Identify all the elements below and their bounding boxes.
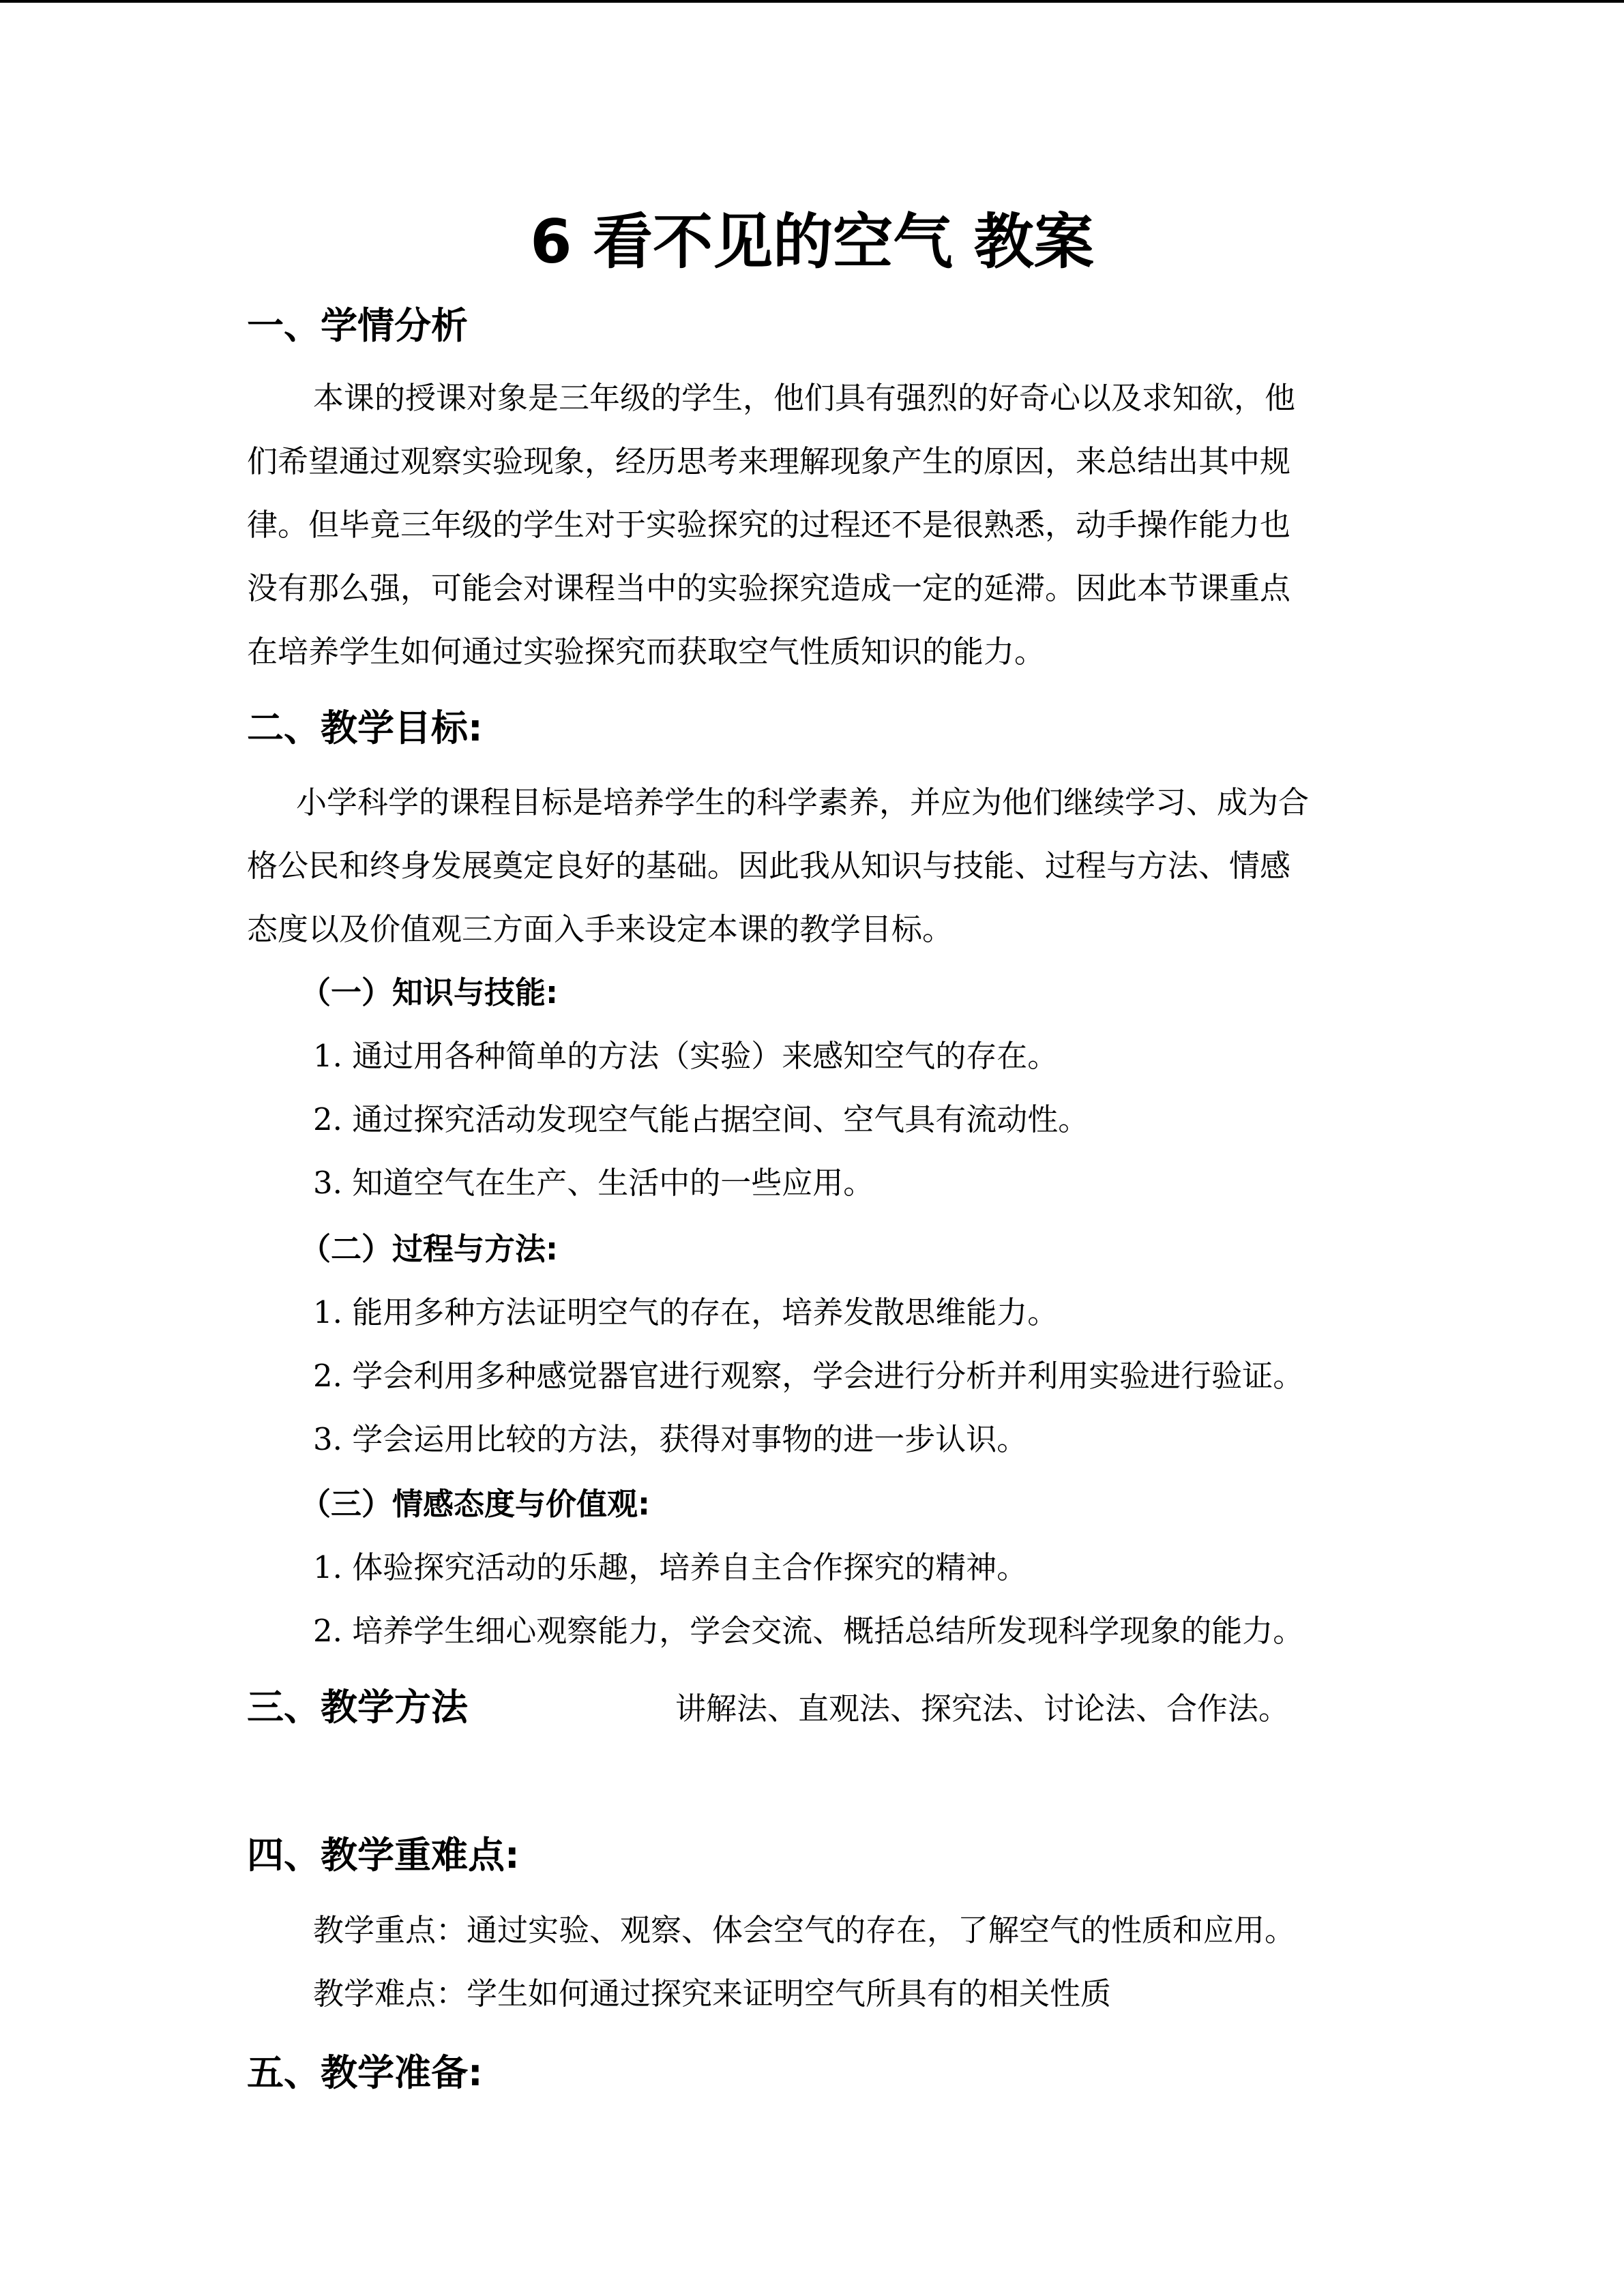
section-1-line: 本课的授课对象是三年级的学生，他们具有强烈的好奇心以及求知欲，他 — [313, 380, 1296, 416]
difficult-point-text: 教学难点：学生如何通过探究来证明空气所具有的相关性质 — [313, 1976, 1112, 2012]
section-3-heading: 三、教学方法 — [247, 1686, 468, 1729]
subsection-attitude-heading: （三）情感态度与价值观: — [300, 1486, 650, 1522]
section-2-heading: 二、教学目标: — [247, 706, 483, 749]
subsection-process-heading: （二）过程与方法: — [300, 1231, 558, 1267]
document-title: 6 看不见的空气 教案 — [530, 207, 1094, 277]
list-item: 3. 学会运用比较的方法，获得对事物的进一步认识。 — [313, 1421, 1028, 1457]
section-2-line: 小学科学的课程目标是培养学生的科学素养，并应为他们继续学习、成为合 — [296, 784, 1310, 820]
section-4-heading: 四、教学重难点: — [247, 1834, 520, 1877]
list-item: 1. 通过用各种简单的方法（实验）来感知空气的存在。 — [313, 1038, 1059, 1074]
list-item: 2. 培养学生细心观察能力，学会交流、概括总结所发现科学现象的能力。 — [313, 1613, 1304, 1649]
list-item: 2. 通过探究活动发现空气能占据空间、空气具有流动性。 — [313, 1101, 1089, 1137]
key-point-text: 教学重点：通过实验、观察、体会空气的存在，了解空气的性质和应用。 — [313, 1912, 1296, 1948]
section-2-line: 态度以及价值观三方面入手来设定本课的教学目标。 — [247, 911, 954, 947]
list-item: 2. 学会利用多种感觉器官进行观察，学会进行分析并利用实验进行验证。 — [313, 1358, 1304, 1394]
section-1-line: 在培养学生如何通过实验探究而获取空气性质知识的能力。 — [247, 633, 1046, 670]
section-2-line: 格公民和终身发展奠定良好的基础。因此我从知识与技能、过程与方法、情感 — [247, 848, 1291, 884]
list-item: 3. 知道空气在生产、生活中的一些应用。 — [313, 1165, 874, 1201]
section-1-line: 没有那么强，可能会对课程当中的实验探究造成一定的延滞。因此本节课重点 — [247, 570, 1291, 606]
subsection-knowledge-heading: （一）知识与技能: — [300, 974, 558, 1011]
section-1-line: 律。但毕竟三年级的学生对于实验探究的过程还不是很熟悉，动手操作能力也 — [247, 507, 1291, 543]
list-item: 1. 能用多种方法证明空气的存在，培养发散思维能力。 — [313, 1294, 1059, 1330]
section-5-heading: 五、教学准备: — [247, 2051, 483, 2094]
section-1-heading: 一、学情分析 — [247, 304, 468, 347]
teaching-methods-text: 讲解法、直观法、探究法、讨论法、合作法。 — [675, 1690, 1290, 1727]
list-item: 1. 体验探究活动的乐趣，培养自主合作探究的精神。 — [313, 1549, 1028, 1585]
section-1-line: 们希望通过观察实验现象，经历思考来理解现象产生的原因，来总结出其中规 — [247, 443, 1291, 479]
